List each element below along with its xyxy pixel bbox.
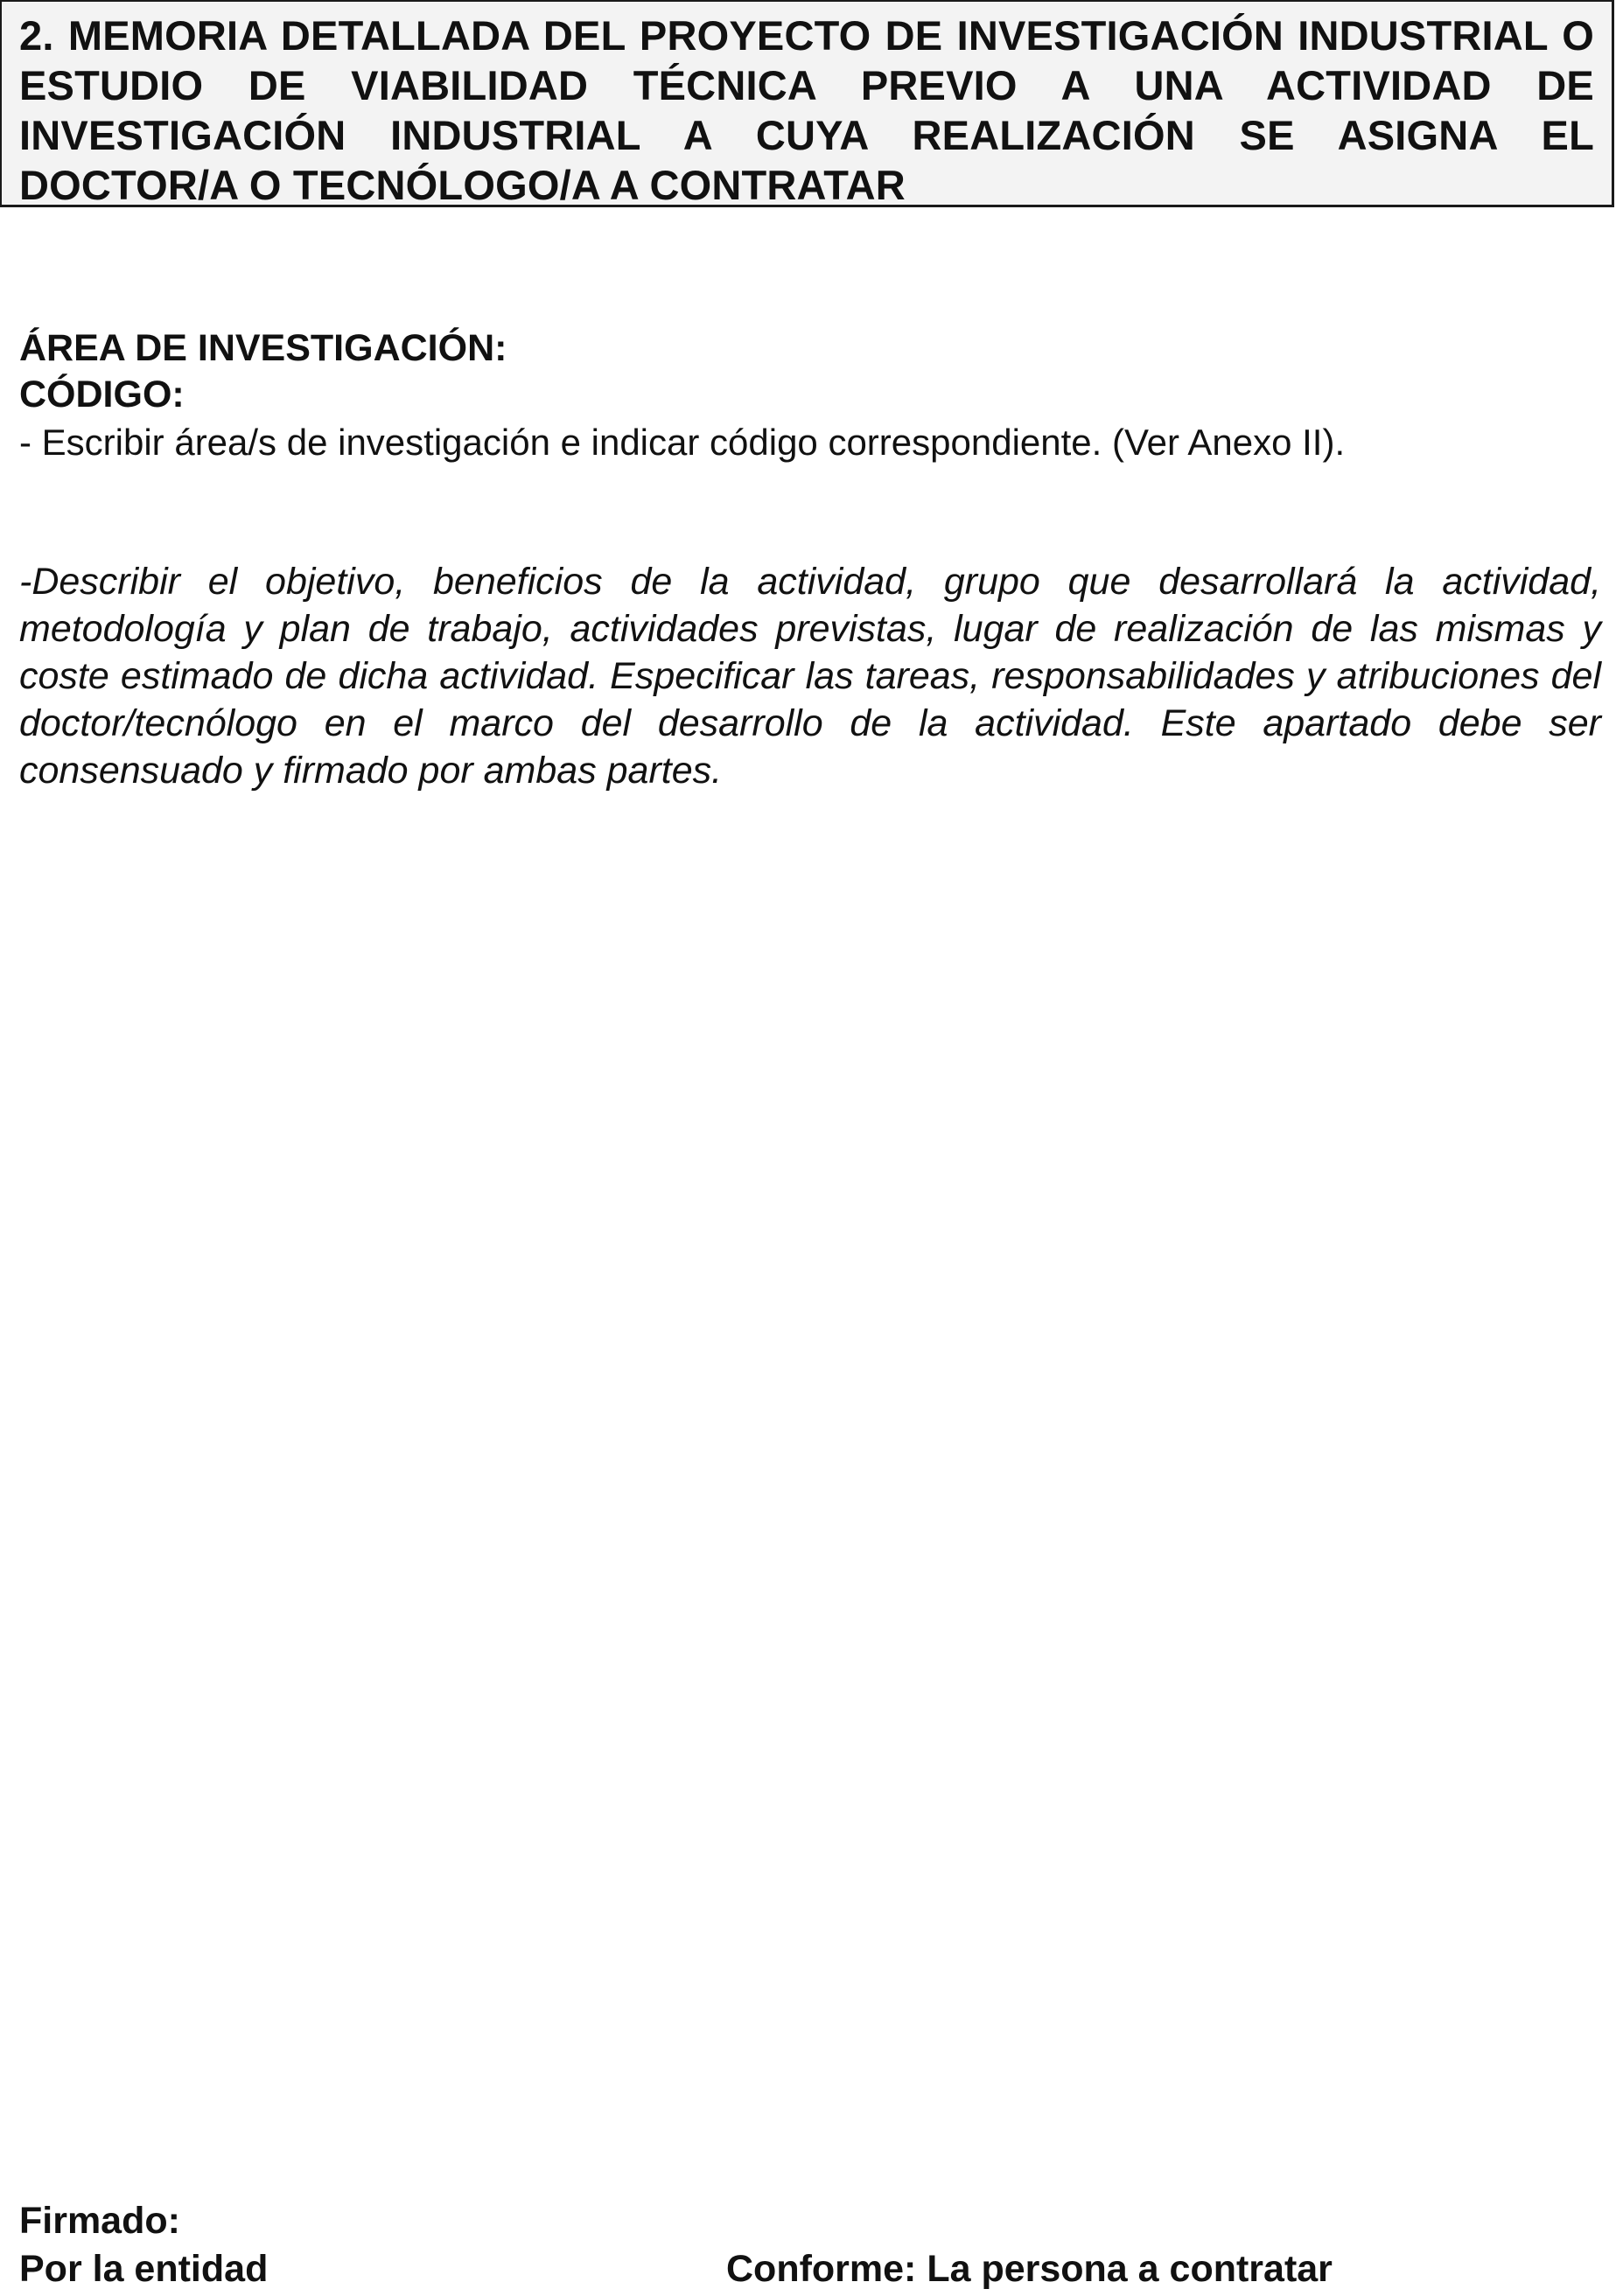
activity-description-instruction: -Describir el objetivo, beneficios de la actividad, grupo que desarrollará la actividad, metodología y plan de trabajo, actividades previstas, lugar de realización de las mismas y coste estimado de dicha actividad. Especificar las tareas, responsabilidades y atribuciones del doctor/tecnólogo en el marco del desarrollo de la actividad. Este apartado debe ser consensuado y firmado por ambas partes.: [19, 561, 1601, 792]
signed-label: Firmado:: [19, 2200, 180, 2242]
research-area-label: ÁREA DE INVESTIGACIÓN:: [19, 327, 507, 369]
section-header-box: [0, 0, 1614, 207]
research-code-label: CÓDIGO:: [19, 373, 185, 415]
entity-signature-label: Por la entidad: [19, 2248, 269, 2290]
research-area-instruction: - Escribir área/s de investigación e indicar código correspondiente. (Ver Anexo II).: [19, 422, 1346, 463]
section-title: 2. MEMORIA DETALLADA DEL PROYECTO DE INVESTIGACIÓN INDUSTRIAL O ESTUDIO DE VIABILIDAD TÉCNICA PREVIO A UNA ACTIVIDAD DE INVESTIGACIÓN INDUSTRIAL A CUYA REALIZACIÓN SE ASIGNA EL DOCTOR/A O TECNÓLOGO/A A CONTRATAR: [19, 12, 1594, 208]
candidate-signature-label: Conforme: La persona a contratar: [726, 2248, 1333, 2290]
